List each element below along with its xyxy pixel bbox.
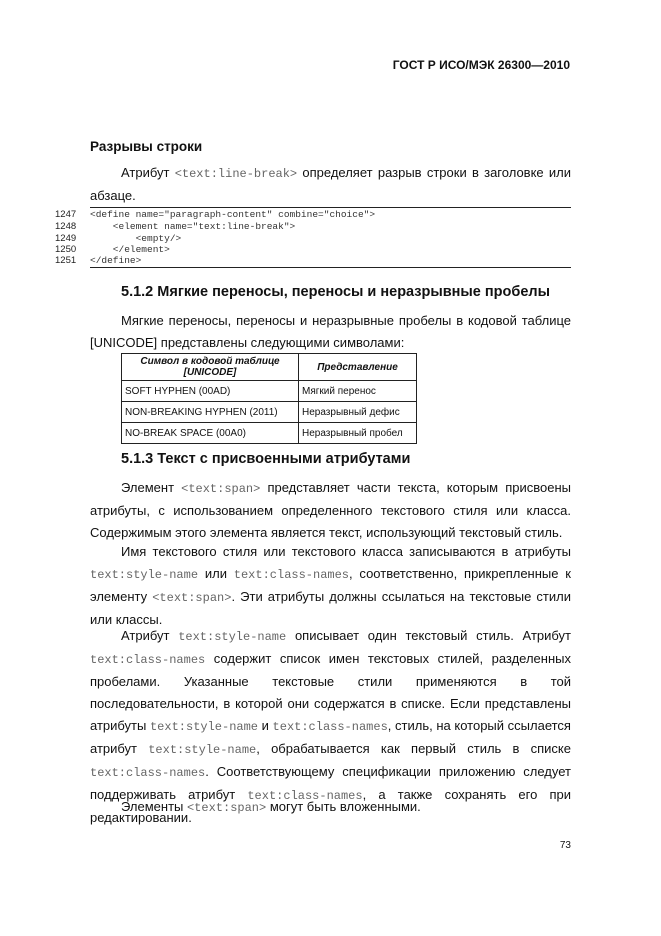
- inline-code: text:style-name: [148, 743, 257, 757]
- column-header: Представление: [299, 354, 417, 381]
- inline-code: text:style-name: [149, 720, 259, 734]
- section-heading-512: 5.1.2 Мягкие переносы, переносы и неразрывные пробелы: [121, 284, 550, 300]
- table-cell: NO-BREAK SPACE (00A0): [122, 423, 299, 444]
- code-top-rule: [90, 207, 571, 208]
- inline-code: text:style-name: [90, 568, 199, 582]
- document-header: ГОСТ Р ИСО/МЭК 26300—2010: [392, 58, 570, 72]
- table-row: [122, 402, 417, 423]
- paragraph-span-element: Элемент <text:span> представляет части текста, которым присвоены атрибуты, с использованием определенного текстового стиля или класса. Содержимым этого элемента является текст, использующий текстовый стиль.: [90, 480, 571, 540]
- table-cell: Неразрывный дефис: [299, 402, 417, 423]
- paragraph-unicode-intro: Мягкие переносы, переносы и неразрывные пробелы в кодовой таблице [UNICODE] представлены следующими символами:: [90, 313, 571, 350]
- table-row: [122, 381, 417, 402]
- table-cell: Мягкий перенос: [299, 381, 417, 402]
- table-cell: SOFT HYPHEN (00AD): [122, 381, 299, 402]
- table-cell: NON-BREAKING HYPHEN (2011): [122, 402, 299, 423]
- code-text: </define>: [90, 255, 142, 266]
- page-number: 73: [559, 840, 571, 851]
- inline-code: <text:span>: [181, 482, 261, 496]
- code-text: <element name="text:line-break">: [90, 221, 296, 232]
- section-heading-513: 5.1.3 Текст с присвоенными атрибутами: [121, 451, 411, 467]
- inline-code: <text:span>: [152, 591, 232, 605]
- inline-code: text:class-names: [233, 568, 349, 582]
- section-heading-line-breaks: Разрывы строки: [90, 139, 203, 154]
- inline-code: <text:span>: [186, 801, 267, 815]
- line-number: 1248: [55, 221, 77, 232]
- code-text: <define name="paragraph-content" combine="choice">: [90, 209, 376, 220]
- code-bottom-rule: [90, 267, 571, 268]
- paragraph-style-attributes: Имя текстового стиля или текстового класса записываются в атрибуты text:style-name или text:class-names, соответственно, прикрепленные к элементу <text:span>. Эти атрибуты должны ссылаться на текстовые стили или классы.: [90, 544, 571, 627]
- inline-code: text:class-names: [247, 789, 363, 803]
- inline-code: text:class-names: [90, 653, 206, 667]
- line-number: 1249: [55, 233, 77, 244]
- paragraph-nesting: Элементы <text:span> могут быть вложенными.: [121, 799, 421, 815]
- column-header: Символ в кодовой таблице [UNICODE]: [122, 354, 299, 381]
- inline-code: text:class-names: [90, 766, 206, 780]
- table-row: [122, 423, 417, 444]
- line-number: 1250: [55, 244, 77, 255]
- code-text: <empty/>: [90, 233, 182, 244]
- code-text: </element>: [90, 244, 170, 255]
- line-number: 1247: [55, 209, 77, 220]
- inline-code: text:class-names: [272, 720, 388, 734]
- table-header-row: [122, 354, 417, 381]
- paragraph-style-name-semantics: Атрибут text:style-name описывает один текстовый стиль. Атрибут text:class-names содержит список имен текстовых стилей, разделенных пробелами. Указанные текстовые стили применяются в той последовательности, в которой они содержатся в списке. Если представлены атрибуты text:style-name и text:class-names, стиль, на который ссылается атрибут text:style-name, обрабатывается как первый стиль в списке text:class-names. Соответствующему спецификации приложению следует поддерживать атрибут text:class-names, а также сохранять его при редактировании.: [90, 628, 572, 825]
- inline-code: text:style-name: [178, 630, 287, 644]
- unicode-symbols-table: [121, 353, 417, 444]
- table-cell: Неразрывный пробел: [299, 423, 417, 444]
- inline-code: <text:line-break>: [174, 167, 298, 181]
- paragraph-line-break: Атрибут <text:line-break> определяет разрыв строки в заголовке или абзаце.: [90, 165, 571, 203]
- line-number: 1251: [55, 255, 77, 266]
